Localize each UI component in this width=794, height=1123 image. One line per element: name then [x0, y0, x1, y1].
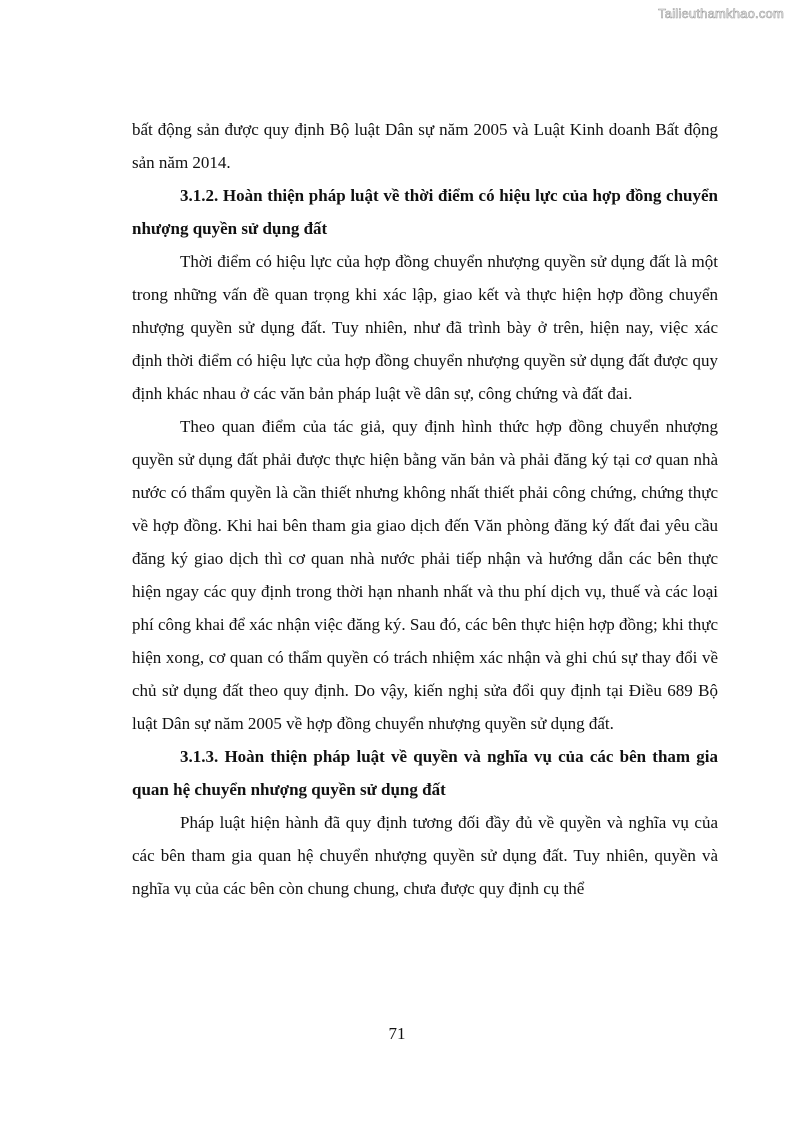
page-number: 71: [388, 1024, 406, 1043]
paragraph: Thời điểm có hiệu lực của hợp đồng chuyển nhượng quyền sử dụng đất là một trong những vấn đề quan trọng khi xác lập, giao kết và thực hiện hợp đồng chuyển nhượng quyền sử dụng đất. Tuy nhiên, như đã trình bày ở trên, hiện nay, việc xác định thời điểm có hiệu lực của hợp đồng chuyển nhượng quyền sử dụng đất được quy định khác nhau ở các văn bản pháp luật về dân sự, công chứng và đất đai.: [132, 252, 718, 403]
document-body: [132, 113, 718, 905]
paragraph: Theo quan điểm của tác giả, quy định hình thức hợp đồng chuyển nhượng quyền sử dụng đất phải được thực hiện bằng văn bản và phải đăng ký tại cơ quan nhà nước có thẩm quyền là cần thiết nhưng không nhất thiết phải công chứng, chứng thực về hợp đồng. Khi hai bên tham gia giao dịch đến Văn phòng đăng ký đất đai yêu cầu đăng ký giao dịch thì cơ quan nhà nước phải tiếp nhận và hướng dẫn các bên thực hiện ngay các quy định trong thời hạn nhanh nhất và thu phí dịch vụ, thuế và các loại phí công khai để xác nhận việc đăng ký. Sau đó, các bên thực hiện hợp đồng; khi thực hiện xong, cơ quan có thẩm quyền có trách nhiệm xác nhận và ghi chú sự thay đổi về chủ sử dụng đất theo quy định. Do vậy, kiến nghị sửa đổi quy định tại Điều 689 Bộ luật Dân sự năm 2005 về hợp đồng chuyển nhượng quyền sử dụng đất.: [132, 417, 718, 733]
section-heading-3-1-2: 3.1.2. Hoàn thiện pháp luật về thời điểm có hiệu lực của hợp đồng chuyển nhượng quyền sử dụng đất: [132, 186, 718, 238]
section-heading-3-1-3: 3.1.3. Hoàn thiện pháp luật về quyền và nghĩa vụ của các bên tham gia quan hệ chuyển nhượng quyền sử dụng đất: [132, 747, 718, 799]
paragraph: Pháp luật hiện hành đã quy định tương đối đầy đủ về quyền và nghĩa vụ của các bên tham gia quan hệ chuyển nhượng quyền sử dụng đất. Tuy nhiên, quyền và nghĩa vụ của các bên còn chung chung, chưa được quy định cụ thể: [132, 813, 718, 898]
paragraph-continued: bất động sản được quy định Bộ luật Dân sự năm 2005 và Luật Kinh doanh Bất động sản năm 2014.: [132, 120, 718, 172]
watermark: Tailieuthamkhao.com: [658, 6, 784, 21]
